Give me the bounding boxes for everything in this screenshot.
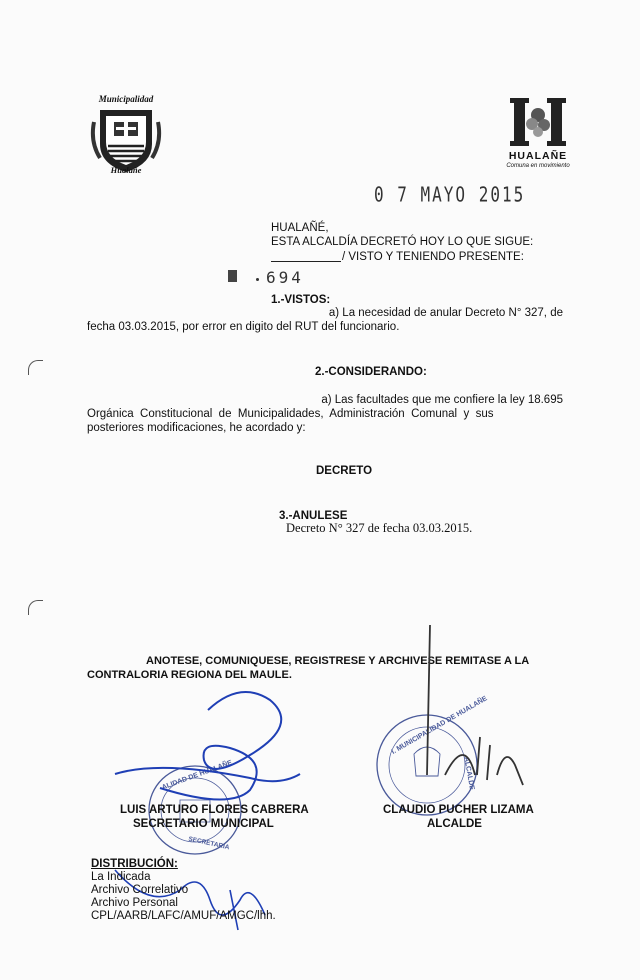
mayor-name: CLAUDIO PUCHER LIZAMA (383, 804, 534, 816)
mayor-signature (405, 625, 555, 795)
secretary-signature (100, 670, 320, 820)
right-stamp-text-top: I. MUNICIPALIDAD DE HUALAÑE (390, 695, 489, 756)
anulese-text: Decreto N° 327 de fecha 03.03.2015. (286, 521, 473, 535)
distribution-item: La Indicada (91, 871, 151, 883)
secretary-name: LUIS ARTURO FLORES CABRERA (120, 804, 309, 816)
brand-tagline: Comuna en movimiento (506, 163, 570, 169)
left-stamp-text-top: ALIDAD DE HUALAÑE (161, 759, 234, 792)
crest-bottom-text: Hualañe (110, 165, 142, 175)
considerando-title: 2.-CONSIDERANDO: (315, 366, 427, 378)
date-stamp: 0 7 MAYO 2015 (374, 182, 526, 207)
crest-top-text: Municipalidad (98, 94, 154, 104)
distribution-title-text: DISTRIBUCIÓN: (91, 858, 178, 870)
punch-hole-mark (28, 360, 43, 375)
header-visto: / VISTO Y TENIENDO PRESENTE: (342, 251, 524, 263)
vistos-title: 1.-VISTOS: (271, 294, 331, 306)
decree-number: 694 (266, 268, 304, 287)
brand-name: HUALAÑE (508, 150, 568, 162)
distribution-item: Archivo Personal (91, 897, 178, 909)
closing-line1: ANOTESE, COMUNIQUESE, REGISTRESE Y ARCHIVESE REMITASE A LA (146, 655, 530, 667)
left-stamp-text-bottom: SECRETARIA (187, 835, 231, 852)
right-stamp-text-side: ALCALDE (462, 756, 476, 791)
considerando-line1: a) Las facultades que me confiere la ley 18.695 (321, 394, 563, 406)
header-alcaldia: ESTA ALCALDÍA DECRETÓ HOY LO QUE SIGUE: (271, 236, 534, 248)
anulese-title: 3.-ANULESE (279, 510, 348, 522)
decreto-title: DECRETO (316, 465, 373, 477)
distribution-title (91, 857, 178, 871)
mayor-role: ALCALDE (427, 818, 482, 830)
considerando-line3: posteriores modificaciones, he acordado y: (87, 422, 306, 434)
considerando-line2: Orgánica Constitucional de Municipalidades, Administración Comunal y sus (87, 408, 494, 420)
header-city: HUALAÑÉ, (271, 222, 329, 234)
hualane-brand-logo (508, 96, 568, 148)
punch-hole-mark (28, 600, 43, 615)
closing-line2: CONTRALORIA REGIONA DEL MAULE. (87, 669, 292, 681)
blank-line (271, 261, 341, 262)
distribution-item: CPL/AARB/LAFC/AMUF/AMGC/lhh. (91, 910, 276, 922)
dot-mark-icon (256, 278, 259, 281)
distribution-item: Archivo Correlativo (91, 884, 189, 896)
stamp-mark-icon (228, 270, 237, 282)
vistos-line1: a) La necesidad de anular Decreto N° 327, de (328, 307, 563, 319)
vistos-line2: fecha 03.03.2015, por error en digito del RUT del funcionario. (87, 321, 400, 333)
secretary-role: SECRETARIO MUNICIPAL (133, 818, 274, 830)
